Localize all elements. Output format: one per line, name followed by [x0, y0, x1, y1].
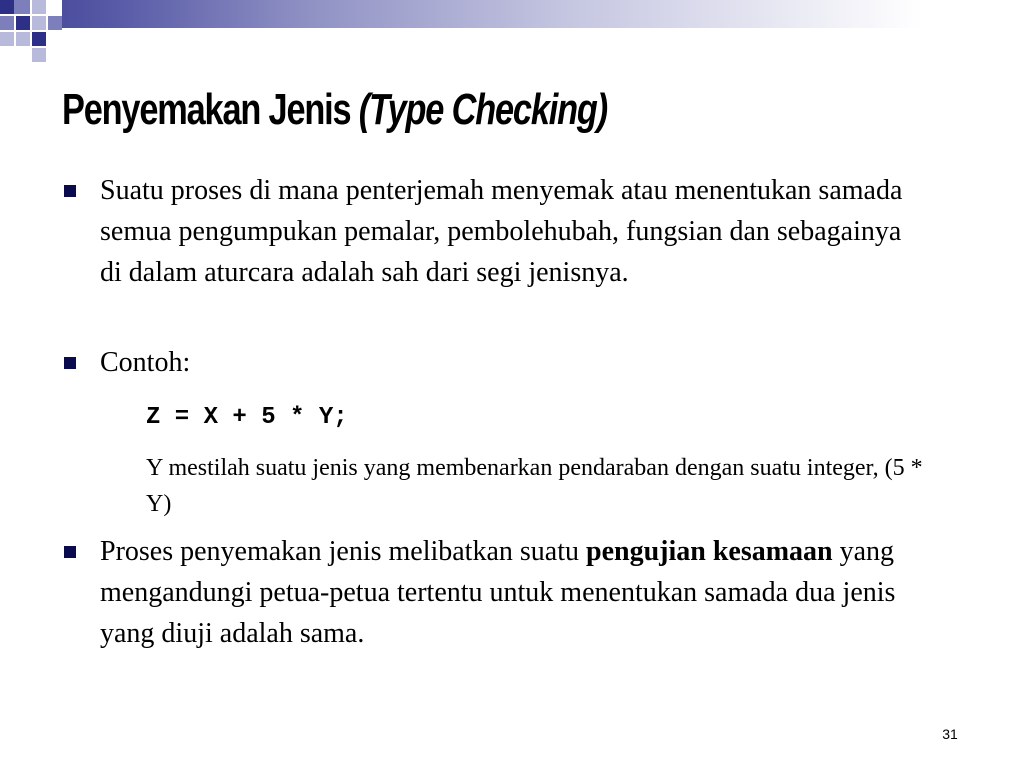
bullet-square-icon [64, 185, 76, 197]
slide-title [62, 82, 607, 138]
page-number: 31 [942, 726, 958, 742]
slide-title-main: Penyemakan Jenis [62, 85, 359, 134]
bullet-3-text [100, 531, 920, 654]
slide-title-italic: (Type Checking) [358, 85, 607, 134]
bullet-square-icon [64, 357, 76, 369]
bullet-3-text-bold: pengujian kesamaan [586, 536, 833, 567]
bullet-2-text: Contoh: [100, 347, 191, 378]
bullet-1-text: Suatu proses di mana penterjemah menyemak atau menentukan samada semua pengumpukan pemalar, pembolehubah, fungsian dan sebagainya di dalam aturcara adalah sah dari segi jenisnya. [100, 175, 903, 288]
example-code: Z = X + 5 * Y; [146, 404, 348, 431]
bullet-3-text-after: yang mengandungi petua-petua tertentu untuk menentukan samada dua jenis yang diuji adalah sama. [100, 536, 896, 649]
bullet-square-icon [64, 546, 76, 558]
header-gradient-bar [0, 0, 1024, 28]
example-note: Y mestilah suatu jenis yang membenarkan pendaraban dengan suatu integer, (5 * Y) [146, 455, 923, 517]
bullet-3-text-before: Proses penyemakan jenis melibatkan suatu [100, 536, 586, 567]
